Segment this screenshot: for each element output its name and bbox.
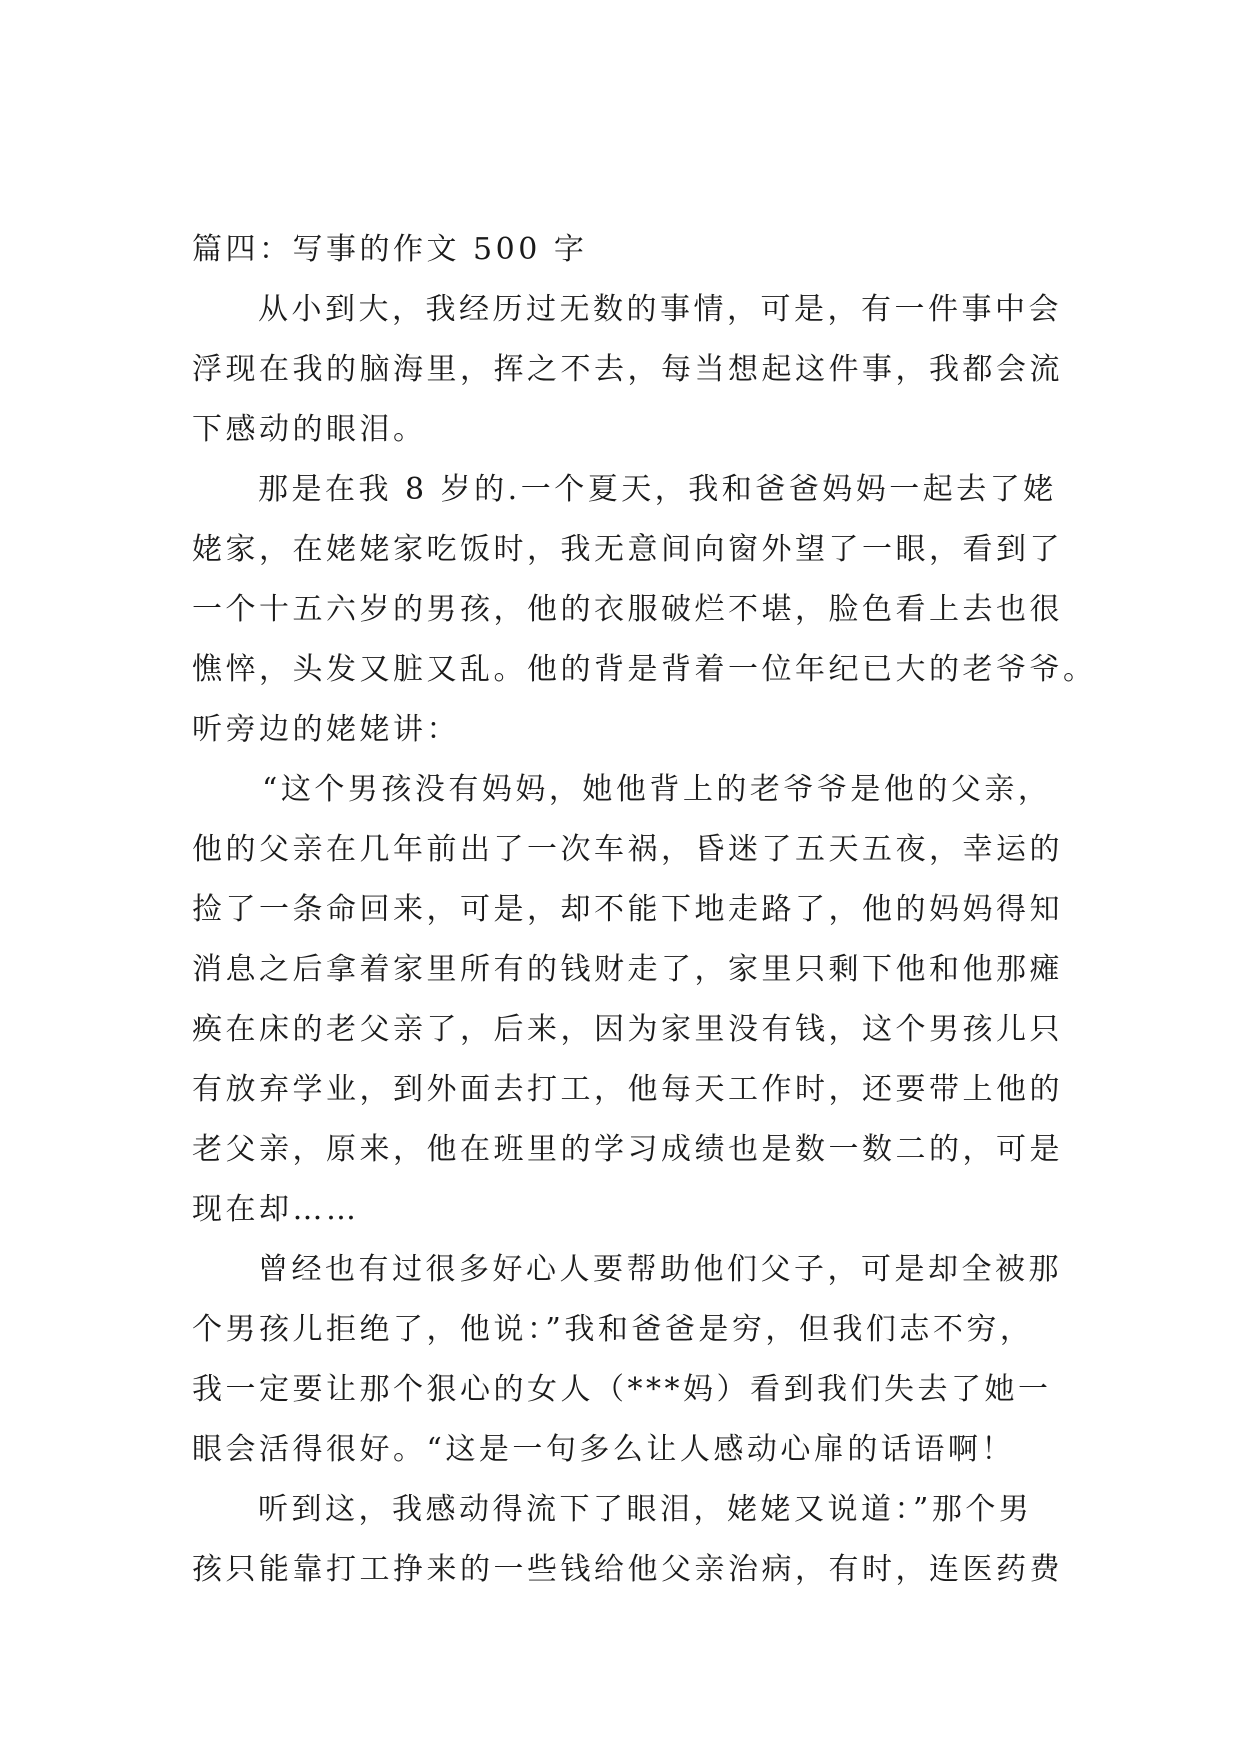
paragraph-line: 他的父亲在几年前出了一次车祸，昏迷了五天五夜，幸运的 [192, 832, 1063, 867]
paragraph-line: 我一定要让那个狠心的女人（***妈）看到我们失去了她一 [192, 1372, 1052, 1407]
paragraph-line: 下感动的眼泪。 [192, 412, 427, 447]
paragraph-line: 孩只能靠打工挣来的一些钱给他父亲治病，有时，连医药费 [192, 1552, 1063, 1587]
paragraph-line: 一个十五六岁的男孩，他的衣服破烂不堪，脸色看上去也很 [192, 592, 1063, 627]
paragraph-line: 个男孩儿拒绝了，他说：”我和爸爸是穷，但我们志不穷， [192, 1312, 1034, 1347]
paragraph-line: 消息之后拿着家里所有的钱财走了，家里只剩下他和他那瘫 [192, 952, 1063, 987]
paragraph-line: 老父亲，原来，他在班里的学习成绩也是数一数二的，可是 [192, 1132, 1063, 1167]
paragraph-line: 有放弃学业，到外面去打工，他每天工作时，还要带上他的 [192, 1072, 1063, 1107]
paragraph-line: 浮现在我的脑海里，挥之不去，每当想起这件事，我都会流 [192, 352, 1063, 387]
paragraph-line: 姥家，在姥姥家吃饭时，我无意间向窗外望了一眼，看到了 [192, 532, 1063, 567]
paragraph-line: 那是在我 8 岁的.一个夏天，我和爸爸妈妈一起去了姥 [258, 472, 1057, 507]
paragraph-line: 听旁边的姥姥讲： [192, 712, 460, 747]
paragraph-line: 憔悴，头发又脏又乱。他的背是背着一位年纪已大的老爷爷。 [192, 652, 1097, 687]
paragraph-line: 痪在床的老父亲了，后来，因为家里没有钱，这个男孩儿只 [192, 1012, 1063, 1047]
paragraph-line: 现在却…… [192, 1192, 360, 1227]
paragraph-line: “这个男孩没有妈妈，她他背上的老爷爷是他的父亲， [262, 772, 1052, 807]
essay-body [192, 220, 1097, 1600]
paragraph-line: 曾经也有过很多好心人要帮助他们父子，可是却全被那 [258, 1252, 1062, 1287]
paragraph-line: 眼会活得很好。“这是一句多么让人感动心扉的话语啊！ [192, 1432, 1015, 1467]
paragraph-line: 从小到大，我经历过无数的事情，可是，有一件事中会 [258, 292, 1062, 327]
essay-title: 篇四：写事的作文 500 字 [192, 232, 588, 267]
paragraph-line: 听到这，我感动得流下了眼泪，姥姥又说道：”那个男 [258, 1492, 1033, 1527]
paragraph-line: 捡了一条命回来，可是，却不能下地走路了，他的妈妈得知 [192, 892, 1063, 927]
